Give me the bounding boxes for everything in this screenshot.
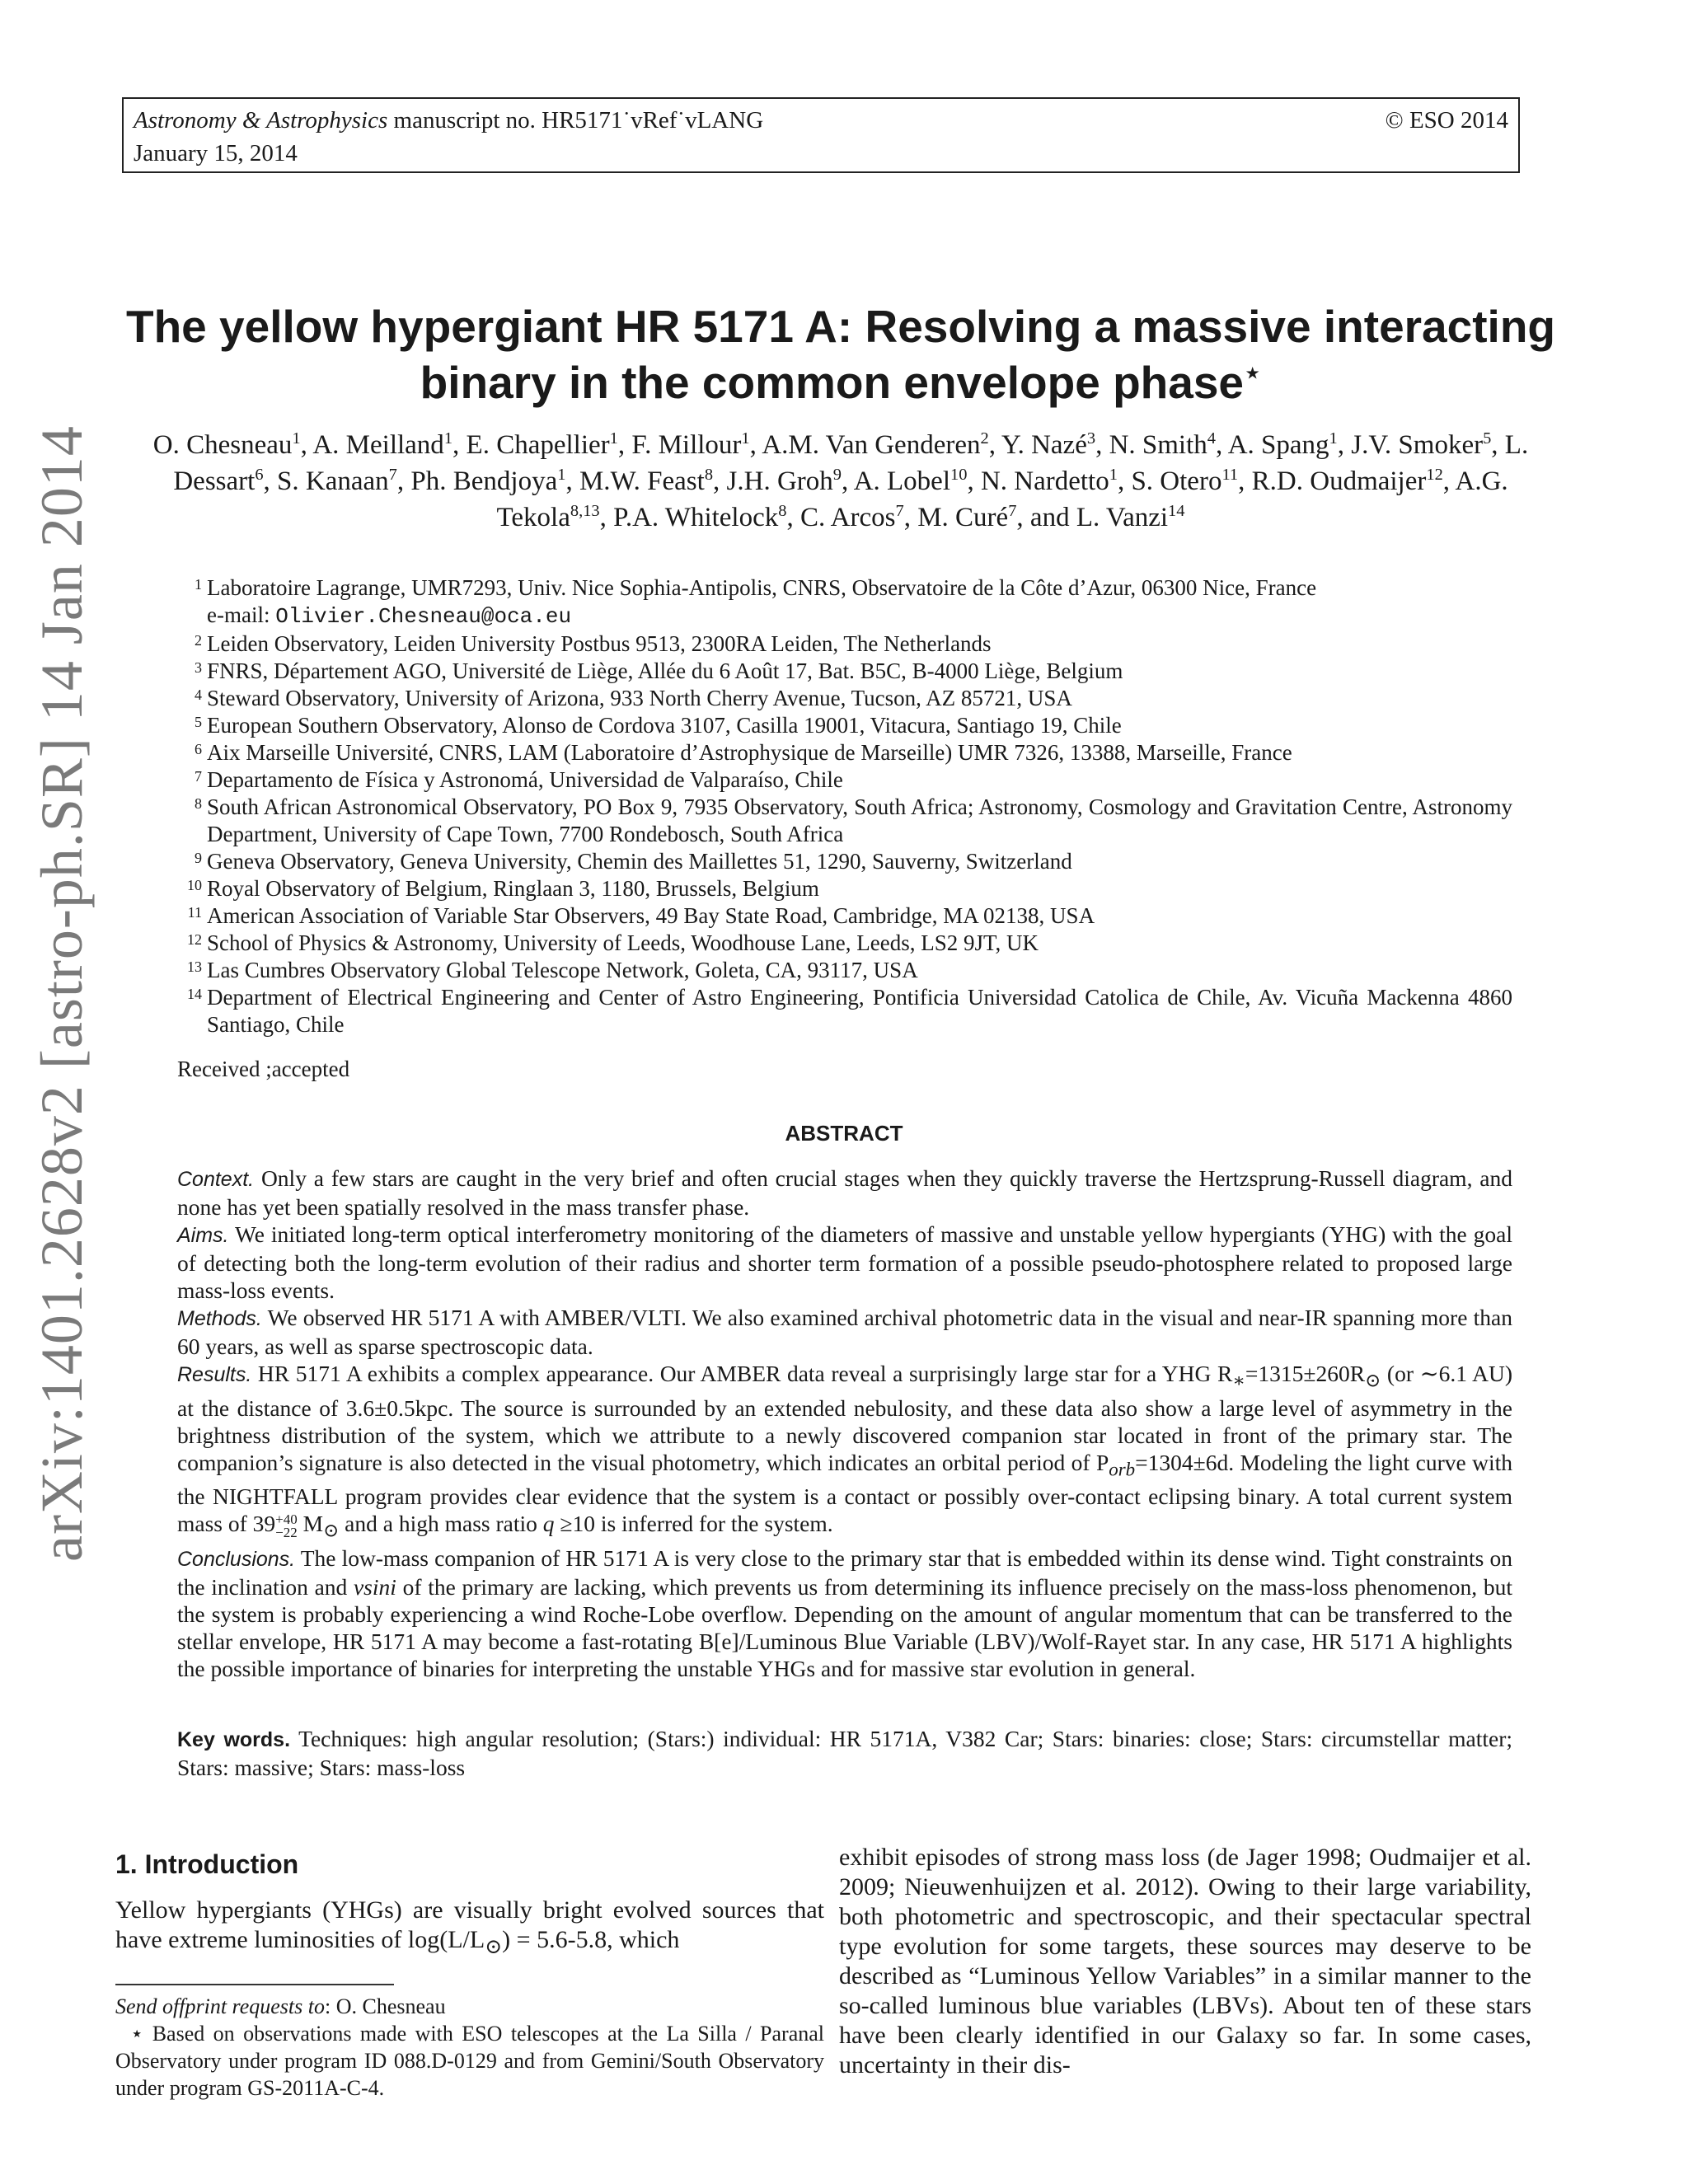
footnotes	[115, 1993, 824, 2102]
observation-footnote	[115, 2020, 824, 2102]
affiliation-text: Departamento de Física y Astronomá, Universidad de Valparaíso, Chile	[207, 767, 843, 792]
journal-name: Astronomy & Astrophysics	[134, 107, 388, 134]
right-column-paragraph: exhibit episodes of strong mass loss (de Jager 1998; Oudmaijer et al. 2009; Nieuwenhuijzen et al. 2012). Owing to their large variability, both photometric and spectroscopic, and their spectacular spectral type evolution for some targets, these sources may deserve to be described as “Luminous Yellow Variables” in a similar manner to the so-called luminous blue variables (LBVs). About ten of these stars have been clearly identified in our Galaxy so far. In some cases, uncertainty in their dis-	[839, 1844, 1531, 2079]
author	[1030, 503, 1185, 532]
affiliation-text: American Association of Variable Star Observers, 49 Bay State Road, Cambridge, MA 02138, USA	[207, 903, 1095, 928]
left-column	[115, 1846, 824, 1962]
journal-header	[122, 97, 1520, 173]
keywords-label: Key words.	[177, 1728, 291, 1751]
affiliation-text: Aix Marseille Université, CNRS, LAM (Laboratoire d’Astrophysique de Marseille) UMR 7326, 13388, Marseille, France	[207, 740, 1292, 765]
received-line: Received ;accepted	[177, 1057, 350, 1081]
author-affiliation-number: 7	[1008, 502, 1017, 520]
title-footnote-mark: ⋆	[1244, 357, 1262, 389]
abstract-body	[177, 1165, 1512, 1682]
results-text-4: =1304±6d. Modeling the light curve with the NIGHTFALL program provides clear evidence that the system is a contact or possibly over-contact eclipsing binary. A total current system mass of 39	[177, 1449, 1512, 1536]
footnote-star-text: Based on observations made with ESO telescopes at the La Silla / Paranal Observatory under program ID 088.D-0129 and from Gemini/South Observatory under program GS-2011A-C-4.	[115, 2022, 824, 2100]
mass-minus: −22	[275, 1524, 298, 1540]
results-star: ∗	[1232, 1370, 1245, 1391]
affiliation-number: 1	[195, 576, 202, 593]
title-line-2-text: binary in the common envelope phase	[420, 357, 1245, 408]
author-name: S. Kanaan	[277, 466, 389, 496]
footnote-star-mark: ⋆	[130, 2022, 144, 2046]
author-name: M.W. Feast	[579, 466, 705, 496]
author	[312, 430, 452, 460]
abstract-methods	[177, 1304, 1512, 1360]
affiliation-text: European Southern Observatory, Alonso de Cordova 3107, Casilla 19001, Vitacura, Santiago 19, Chile	[207, 713, 1122, 738]
header-date: January 15, 2014	[134, 140, 298, 166]
abstract-context	[177, 1165, 1512, 1221]
copyright: © ESO 2014	[1385, 107, 1508, 134]
author-name: N. Nardetto	[980, 466, 1109, 496]
author	[410, 466, 565, 496]
results-text-5: M	[297, 1511, 324, 1536]
footnote-divider	[115, 1984, 394, 1985]
author-affiliation-number: 8,13	[570, 502, 600, 520]
author-affiliation-number: 11	[1221, 466, 1239, 484]
affiliation-item	[177, 739, 1512, 766]
paper-title	[99, 298, 1582, 410]
intro-sun: ⊙	[485, 1936, 503, 1958]
results-text-1: HR 5171 A exhibits a complex appearance. Our AMBER data reveal a surprisingly large star for a YHG R	[251, 1361, 1233, 1386]
author	[981, 466, 1118, 496]
conclusions-label: Conclusions.	[177, 1547, 296, 1571]
author-name: M. Curé	[917, 503, 1009, 532]
author-affiliation-number: 8	[778, 502, 787, 520]
author-name: L. Dessart	[173, 430, 1529, 496]
affiliation-item	[177, 848, 1512, 875]
offprint-name: : O. Chesneau	[324, 1994, 446, 2018]
author-affiliation-number: 1	[292, 429, 301, 448]
offprint-footnote	[115, 1993, 824, 2020]
affiliation-number: 14	[187, 986, 202, 1002]
email-label: e-mail:	[207, 602, 276, 627]
affiliation-text: Royal Observatory of Belgium, Ringlaan 3, 1180, Brussels, Belgium	[207, 876, 819, 901]
author-affiliation-number: 1	[741, 429, 750, 448]
methods-text: We observed HR 5171 A with AMBER/VLTI. We also examined archival photometric data in the visual and near-IR spanning more than 60 years, as well as sparse spectroscopic data.	[177, 1305, 1512, 1359]
author-name: A. Lobel	[853, 466, 950, 496]
offprint-label: Send offprint requests to	[115, 1994, 325, 2018]
author	[1228, 430, 1338, 460]
results-label: Results.	[177, 1363, 252, 1386]
affiliation-item	[177, 875, 1512, 902]
results-text-2: =1315±260R	[1245, 1361, 1366, 1386]
affiliation-number: 9	[195, 850, 202, 866]
results-text-7: ≥10 is inferred for the system.	[554, 1511, 833, 1536]
affiliation-text: Leiden Observatory, Leiden University Postbus 9513, 2300RA Leiden, The Netherlands	[207, 631, 992, 656]
keywords	[177, 1725, 1512, 1781]
author-affiliation-number: 1	[1329, 429, 1338, 448]
affiliation-list	[177, 574, 1512, 1038]
author	[631, 430, 749, 460]
author-affiliation-number: 1	[443, 429, 453, 448]
results-text-6: and a high mass ratio	[339, 1511, 543, 1536]
affiliation-number: 12	[187, 931, 202, 948]
author	[1252, 466, 1443, 496]
context-text: Only a few stars are caught in the very brief and often crucial stages when they quickly traverse the Hertzsprung-Russell diagram, and none has yet been spatially resolved in the mass transfer phase.	[177, 1165, 1512, 1220]
author-name: R.D. Oudmaijer	[1251, 466, 1427, 496]
author	[1351, 430, 1491, 460]
conclusions-text-1: The low-mass companion of HR 5171 A is very close to the primary star that is embedded within its dense wind. Tight constraints on the inclination and	[177, 1544, 1512, 1600]
manuscript-id: manuscript no. HR5171˙vRef˙vLANG	[387, 107, 764, 134]
affiliation-item	[177, 902, 1512, 930]
author	[613, 503, 786, 532]
abstract-conclusions	[177, 1544, 1512, 1682]
intro-text-2: ) = 5.6-5.8, which	[502, 1926, 680, 1953]
conclusions-vsini: vsini	[353, 1573, 396, 1600]
arxiv-stamp: arXiv:1401.2628v2 [astro-ph.SR] 14 Jan 2014	[29, 425, 95, 1562]
affiliation-number: 3	[195, 659, 202, 676]
author-name: J.H. Groh	[726, 466, 833, 496]
author-affiliation-number: 3	[1086, 429, 1096, 448]
abstract-aims	[177, 1221, 1512, 1304]
author-affiliation-number: 6	[255, 466, 264, 484]
affiliation-item	[177, 685, 1512, 712]
affiliation-item	[177, 658, 1512, 685]
intro-paragraph	[115, 1896, 824, 1962]
conclusions-text-2: of the primary are lacking, which prevents us from determining its influence precisely on the mass-loss phenomenon, but the system is probably experiencing a wind Roche-Lobe overflow. Depending on the amount of angular momentum that can be transferred to the stellar envelope, HR 5171 A may become a fast-rotating B[e]/Luminous Blue Variable (LBV)/Wolf-Rayet star. In any case, HR 5171 A highlights the possible importance of binaries for interpreting the unstable YHGs and for massive star evolution in general.	[177, 1573, 1512, 1681]
author-list: O. Chesneau$^1$, A. Meilland$^1$, E. Chapellier$^1$, F. Millour$^1$, A.M. Van Genderen$^2$, Y. Nazé$^3$, N. Smith$^4$, A. Spang$^1$, J.V. Smoker$^5$, L. Dessart$^6$, S. Kanaan$^7$, Ph. Bendjoya$^1$, M.W. Feast$^8$, J.H. Groh$^9$, A. Lobel$^{10}$, N. Nardetto$^1$, S. Otero$^{11}$, R.D. Oudmaijer$^{12}$, A.G. Tekola$^{8,13}$, P.A. Whitelock$^8$, C. Arcos$^7$, M. Curé$^7$, and L. Vanzi$^{14}$	[152, 429, 1529, 532]
results-text-3: (or ∼6.1 AU) at the distance of 3.6±0.5kpc. The source is surrounded by an extended nebulosity, and these data also show a large level of asymmetry in the brightness distribution of the system, which we attribute to a newly discovered companion star located in front of the primary star. The companion’s signature is also detected in the visual photometry, which indicates an orbital period of P	[177, 1361, 1512, 1475]
affiliation-item	[177, 574, 1512, 602]
journal-line	[134, 104, 1508, 137]
author-affiliation-number: 1	[609, 429, 618, 448]
affiliation-number: 6	[195, 741, 202, 757]
author	[1131, 466, 1238, 496]
mass-plus: +40	[275, 1511, 298, 1527]
aims-text: We initiated long-term optical interferometry monitoring of the diameters of massive and unstable yellow hypergiants (YHG) with the goal of detecting both the long-term evolution of their radius and shorter term formation of a possible pseudo-photosphere related to proposed large mass-loss events.	[177, 1221, 1512, 1303]
author-affiliation-number: 7	[895, 502, 904, 520]
abstract-results	[177, 1360, 1512, 1544]
author-name: A.G. Tekola	[496, 466, 1508, 532]
author-name: C. Arcos	[799, 503, 896, 532]
affiliation-number: 2	[195, 632, 202, 649]
author-affiliation-number: 2	[980, 429, 989, 448]
context-label: Context.	[177, 1168, 255, 1191]
email-address[interactable]: Olivier.Chesneau@oca.eu	[275, 604, 572, 629]
affiliation-text: South African Astronomical Observatory, PO Box 9, 7935 Observatory, South Africa; Astronomy, Cosmology and Gravitation Centre, Astronomy Department, University of Cape Town, 7700 Rondebosch, South Africa	[207, 794, 1512, 846]
mass-uncertainty	[275, 1513, 298, 1540]
affiliation-text: Steward Observatory, University of Arizona, 933 North Cherry Avenue, Tucson, AZ 85721, USA	[207, 686, 1072, 710]
author-name: O. Chesneau	[152, 430, 293, 460]
affiliation-number: 5	[195, 714, 202, 730]
author-name: E. Chapellier	[466, 430, 610, 460]
affiliation-item	[177, 766, 1512, 794]
author-affiliation-number: 4	[1207, 429, 1216, 448]
intro-text-1: Yellow hypergiants (YHGs) are visually bright evolved sources that have extreme luminosities of log(L/L	[115, 1896, 824, 1953]
affiliation-number: 10	[187, 877, 202, 893]
author	[917, 503, 1016, 532]
affiliation-text: Department of Electrical Engineering and Center of Astro Engineering, Pontificia Universidad Catolica de Chile, Av. Vicuña Mackenna 4860 Santiago, Chile	[207, 985, 1512, 1037]
keywords-text: Techniques: high angular resolution; (Stars:) individual: HR 5171A, V382 Car; Stars: binaries: close; Stars: circumstellar matter; Stars: massive; Stars: mass-loss	[177, 1726, 1512, 1780]
methods-label: Methods.	[177, 1307, 262, 1330]
affiliation-text: School of Physics & Astronomy, University of Leeds, Woodhouse Lane, Leeds, LS2 9JT, UK	[207, 930, 1039, 955]
aims-label: Aims.	[177, 1224, 229, 1247]
author	[579, 466, 713, 496]
affiliation-item	[177, 930, 1512, 957]
author-affiliation-number: 9	[832, 466, 842, 484]
affiliation-text: FNRS, Département AGO, Université de Liège, Allée du 6 Août 17, Bat. B5C, B-4000 Liège, Belgium	[207, 658, 1123, 683]
affiliation-number: 11	[187, 904, 202, 921]
results-sun: ⊙	[1365, 1370, 1381, 1391]
author-conjunction: and	[1029, 503, 1076, 532]
author-affiliation-number: 12	[1426, 466, 1443, 484]
author-name: L. Vanzi	[1076, 503, 1169, 532]
abstract-heading: ABSTRACT	[785, 1121, 903, 1146]
affiliation-number: 4	[195, 687, 202, 703]
results-q: q	[542, 1511, 555, 1536]
results-sun-2: ⊙	[323, 1520, 340, 1541]
author	[727, 466, 842, 496]
section-heading-introduction: 1. Introduction	[115, 1849, 299, 1879]
affiliation-number: 8	[195, 795, 202, 812]
title-line-2	[99, 354, 1582, 410]
author-name: Ph. Bendjoya	[410, 466, 558, 496]
author-affiliation-number: 7	[388, 466, 397, 484]
author-name: A. Meilland	[312, 430, 444, 460]
author-name: A. Spang	[1227, 430, 1329, 460]
author-affiliation-number: 5	[1483, 429, 1492, 448]
author	[800, 503, 904, 532]
title-line-1: The yellow hypergiant HR 5171 A: Resolving a massive interacting	[125, 301, 1556, 352]
author-name: Y. Nazé	[1001, 430, 1087, 460]
results-orb: orb	[1109, 1459, 1136, 1479]
affiliation-item	[177, 957, 1512, 984]
author-affiliation-number: 10	[950, 466, 968, 484]
author-name: P.A. Whitelock	[613, 503, 779, 532]
author	[153, 430, 301, 460]
author	[1001, 430, 1095, 460]
affiliation-text: Geneva Observatory, Geneva University, Chemin des Maillettes 51, 1290, Sauverny, Switzerland	[207, 849, 1072, 874]
author	[1109, 430, 1216, 460]
affiliation-item	[177, 712, 1512, 739]
author-name: N. Smith	[1109, 430, 1207, 460]
affiliation-item	[177, 984, 1512, 1038]
affiliation-item	[177, 794, 1512, 848]
author-affiliation-number: 1	[557, 466, 566, 484]
affiliation-text: Laboratoire Lagrange, UMR7293, Univ. Nice Sophia-Antipolis, CNRS, Observatoire de la Côte d’Azur, 06300 Nice, France	[207, 575, 1317, 600]
author	[762, 430, 988, 460]
affiliation-number: 13	[187, 958, 202, 975]
author-name: J.V. Smoker	[1351, 430, 1484, 460]
email-line	[177, 602, 1512, 630]
affiliation-text: Las Cumbres Observatory Global Telescope Network, Goleta, CA, 93117, USA	[207, 958, 918, 982]
author-affiliation-number: 14	[1168, 502, 1185, 520]
author-name: A.M. Van Genderen	[762, 430, 981, 460]
author	[854, 466, 968, 496]
affiliation-number: 7	[195, 768, 202, 785]
author-affiliation-number: 1	[1109, 466, 1118, 484]
author-name: S. Otero	[1131, 466, 1222, 496]
author-name: F. Millour	[631, 430, 742, 460]
affiliation-item	[177, 630, 1512, 658]
author	[467, 430, 618, 460]
author-affiliation-number: 8	[704, 466, 714, 484]
author	[277, 466, 397, 496]
